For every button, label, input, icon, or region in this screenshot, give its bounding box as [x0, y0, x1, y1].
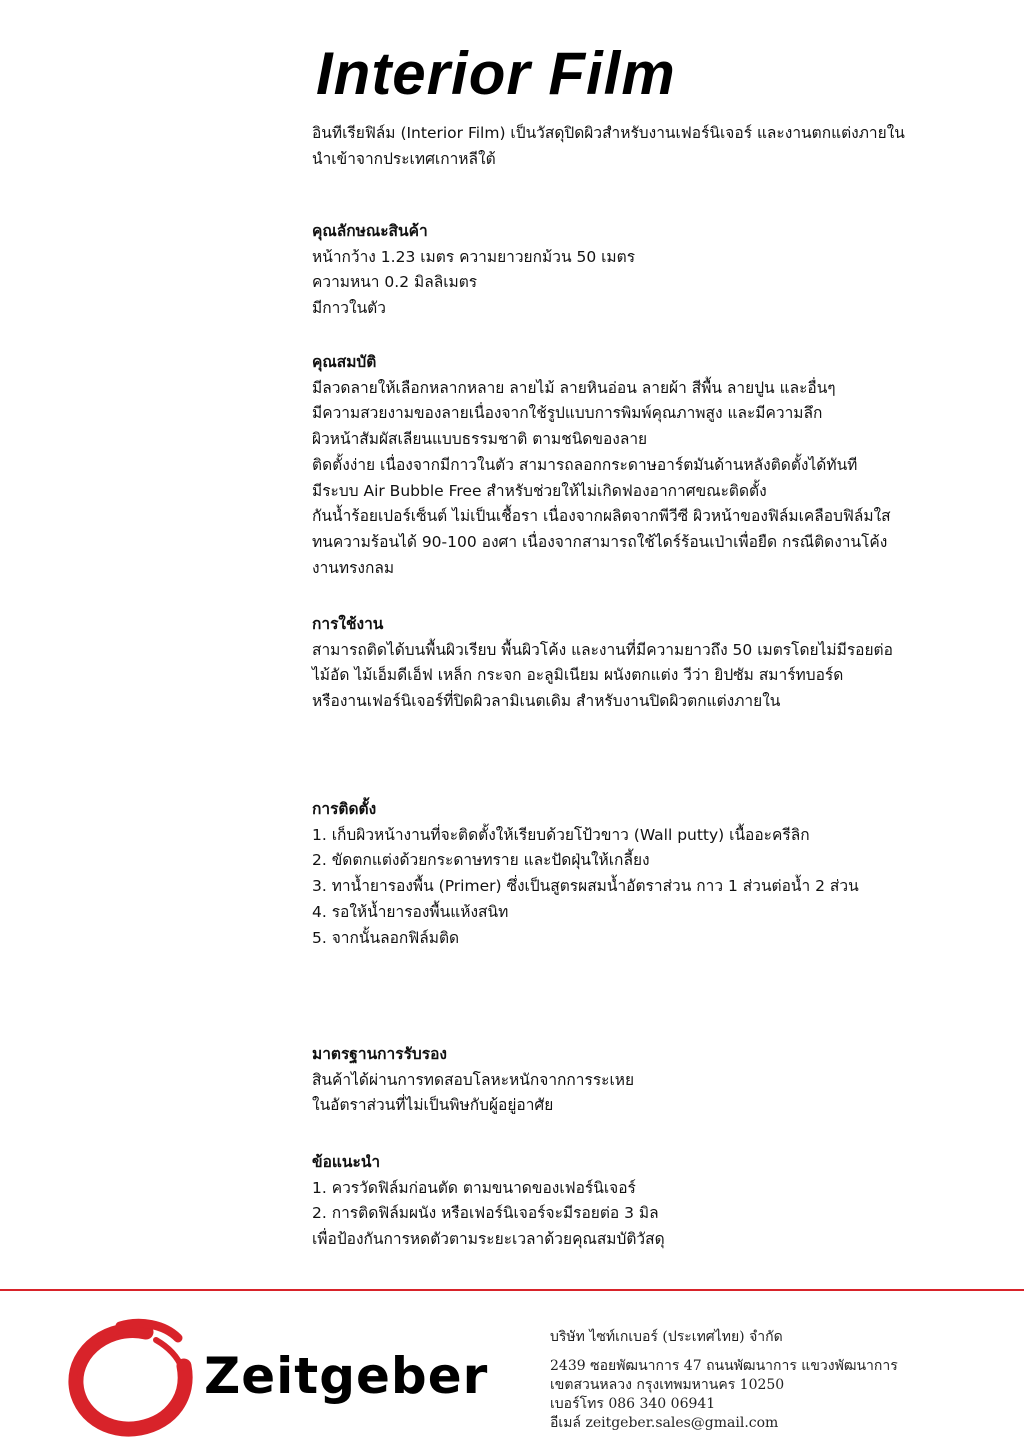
section-line: 4. รอให้น้ำยารองพื้นแห้งสนิท	[312, 902, 509, 921]
section-usage	[312, 612, 972, 715]
section-line: หน้ากว้าง 1.23 เมตร ความยาวยกม้วน 50 เมตร	[312, 247, 636, 266]
company-name: บริษัท ไซท์เกเบอร์ (ประเทศไทย) จำกัด	[550, 1329, 783, 1345]
section-line: กันน้ำร้อยเปอร์เซ็นต์ ไม่เป็นเชื้อรา เนื่องจากผลิตจากพีวีซี ผิวหน้าของฟิล์มเคลือบฟิล์มใส	[312, 507, 891, 526]
address-line: เขตสวนหลวง กรุงเทพมหานคร 10250	[550, 1377, 785, 1393]
section-line: เพื่อป้องกันการหดตัวตามระยะเวลาด้วยคุณสมบัติวัสดุ	[312, 1230, 665, 1249]
section-line: ในอัตราส่วนที่ไม่เป็นพิษกับผู้อยู่อาศัย	[312, 1096, 554, 1115]
section-line: ติดตั้งง่าย เนื่องจากมีกาวในตัว สามารถลอกกระดาษอาร์ตมันด้านหลังติดตั้งได้ทันที	[312, 455, 858, 474]
email-line: อีเมล์ zeitgeber.sales@gmail.com	[550, 1415, 779, 1431]
section-line: 5. จากนั้นลอกฟิล์มติด	[312, 928, 460, 947]
section-heading: การใช้งาน	[312, 615, 384, 633]
phone-line: เบอร์โทร 086 340 06941	[550, 1396, 716, 1412]
section-line: มีระบบ Air Bubble Free สำหรับช่วยให้ไม่เกิดฟองอากาศขณะติดตั้ง	[312, 481, 767, 500]
section-line: ทนความร้อนได้ 90-100 องศา เนื่องจากสามารถใช้ไดร์ร้อนเป่าเพื่อยืด กรณีติดงานโค้ง	[312, 532, 888, 551]
intro-line: นำเข้าจากประเทศเกาหลีใต้	[312, 149, 496, 168]
section-properties	[312, 350, 972, 581]
section-heading: ข้อแนะนำ	[312, 1153, 381, 1171]
section-heading: คุณลักษณะสินค้า	[312, 222, 428, 240]
section-line: สินค้าได้ผ่านการทดสอบโลหะหนักจากการระเหย	[312, 1070, 635, 1089]
section-line: หรืองานเฟอร์นิเจอร์ที่ปิดผิวลามิเนตเดิม สำหรับงานปิดผิวตกแต่งภายใน	[312, 692, 781, 711]
section-certification	[312, 1042, 972, 1119]
section-line: ความหนา 0.2 มิลลิเมตร	[312, 273, 478, 292]
section-heading: คุณสมบัติ	[312, 353, 377, 371]
page-title: Interior Film	[316, 40, 676, 107]
section-line: สามารถติดได้บนพื้นผิวเรียบ พื้นผิวโค้ง และงานที่มีความยาวถึง 50 เมตรโดยไม่มีรอยต่อ	[312, 640, 893, 659]
section-line: มีกาวในตัว	[312, 299, 386, 318]
intro-paragraph	[312, 121, 972, 172]
company-info	[550, 1328, 898, 1433]
intro-line: อินทีเรียฟิล์ม (Interior Film) เป็นวัสดุปิดผิวสำหรับงานเฟอร์นิเจอร์ และงานตกแต่งภายใน	[312, 124, 905, 142]
section-line: 3. ทาน้ำยารองพื้น (Primer) ซึ่งเป็นสูตรผสมน้ำอัตราส่วน กาว 1 ส่วนต่อน้ำ 2 ส่วน	[312, 877, 859, 896]
company-logo-text: Zeitgeber	[204, 1347, 489, 1405]
section-line: 1. ควรวัดฟิล์มก่อนตัด ตามขนาดของเฟอร์นิเจอร์	[312, 1178, 636, 1197]
section-heading: มาตรฐานการรับรอง	[312, 1045, 447, 1063]
footer-divider	[0, 1289, 1024, 1291]
section-line: 1. เก็บผิวหน้างานที่จะติดตั้งให้เรียบด้วยโป้วขาว (Wall putty) เนื้ออะครีลิก	[312, 825, 810, 844]
section-line: ไม้อัด ไม้เอ็มดีเอ็ฟ เหล็ก กระจก อะลูมิเนียม ผนังตกแต่ง วีว่า ยิปซัม สมาร์ทบอร์ด	[312, 666, 844, 685]
section-line: งานทรงกลม	[312, 558, 395, 577]
section-line: 2. การติดฟิล์มผนัง หรือเฟอร์นิเจอร์จะมีรอยต่อ 3 มิล	[312, 1204, 659, 1223]
section-line: 2. ขัดตกแต่งด้วยกระดาษทราย และปัดฝุ่นให้เกลี้ยง	[312, 851, 650, 870]
address-line: 2439 ซอยพัฒนาการ 47 ถนนพัฒนาการ แขวงพัฒนาการ	[550, 1358, 898, 1374]
section-line: มีลวดลายให้เลือกหลากหลาย ลายไม้ ลายหินอ่อน ลายผ้า สีพื้น ลายปูน และอื่นๆ	[312, 378, 836, 397]
section-installation	[312, 797, 972, 951]
red-brush-ring-icon	[60, 1310, 200, 1440]
section-line: มีความสวยงามของลายเนื่องจากใช้รูปแบบการพิมพ์คุณภาพสูง และมีความลึก	[312, 404, 823, 423]
section-heading: การติดตั้ง	[312, 800, 377, 818]
section-line: ผิวหน้าสัมผัสเลียนแบบธรรมชาติ ตามชนิดของลาย	[312, 430, 648, 449]
section-recommendations	[312, 1150, 972, 1253]
section-product-characteristics	[312, 219, 972, 322]
